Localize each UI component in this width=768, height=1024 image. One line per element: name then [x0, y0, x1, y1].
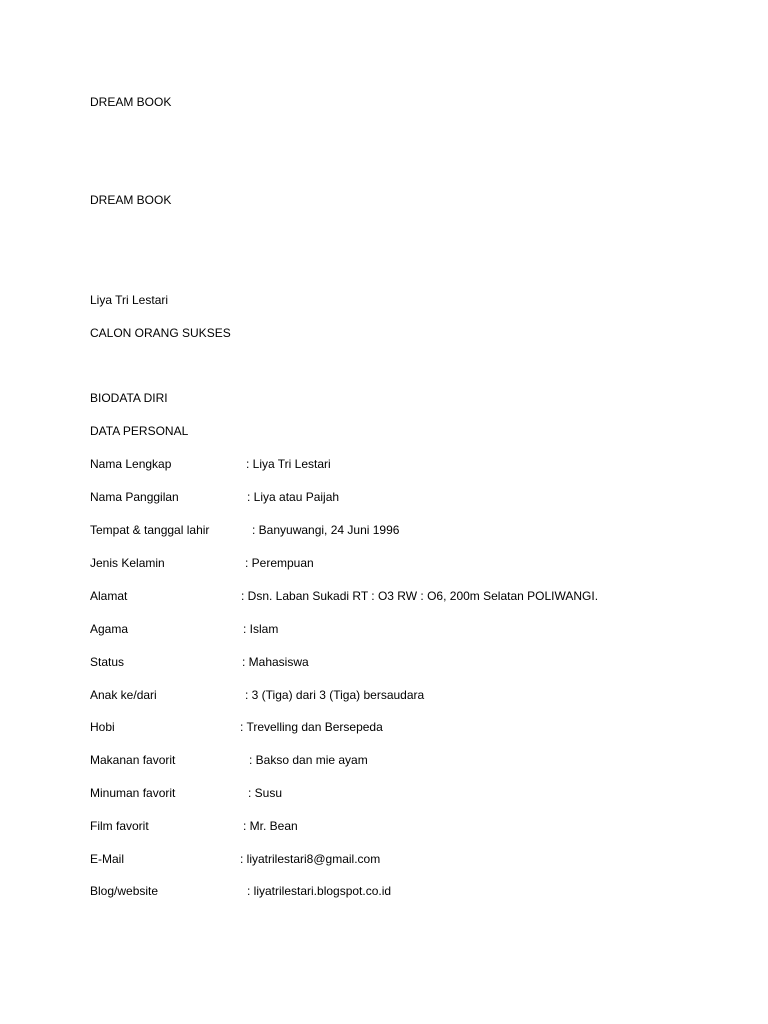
- subsection-title: DATA PERSONAL: [90, 424, 189, 438]
- field-value: : Islam: [243, 622, 279, 636]
- document-heading-1: DREAM BOOK: [90, 95, 172, 109]
- field-label: Alamat: [90, 589, 128, 603]
- field-label: Blog/website: [90, 884, 159, 898]
- tagline: CALON ORANG SUKSES: [90, 326, 231, 340]
- author-name: Liya Tri Lestari: [90, 293, 169, 307]
- field-label: Minuman favorit: [90, 786, 176, 800]
- document-heading-2: DREAM BOOK: [90, 193, 172, 207]
- field-value: : Bakso dan mie ayam: [249, 753, 368, 767]
- field-label: Tempat & tanggal lahir: [90, 523, 210, 537]
- field-label: Nama Panggilan: [90, 490, 179, 504]
- field-label: Jenis Kelamin: [90, 556, 165, 570]
- section-title: BIODATA DIRI: [90, 391, 168, 405]
- field-value: : Banyuwangi, 24 Juni 1996: [252, 523, 400, 537]
- field-label: Makanan favorit: [90, 753, 176, 767]
- field-label: Status: [90, 655, 125, 669]
- field-value: : Susu: [248, 786, 283, 800]
- field-label: Hobi: [90, 720, 115, 734]
- field-value: : Mr. Bean: [243, 819, 298, 833]
- field-value: : liyatrilestari8@gmail.com: [240, 852, 381, 866]
- field-value: : Dsn. Laban Sukadi RT : O3 RW : O6, 200m Selatan POLIWANGI.: [241, 589, 599, 603]
- field-label: E-Mail: [90, 852, 125, 866]
- field-value: : liyatrilestari.blogspot.co.id: [247, 884, 392, 898]
- field-value: : 3 (Tiga) dari 3 (Tiga) bersaudara: [245, 688, 425, 702]
- field-value: : Trevelling dan Bersepeda: [240, 720, 383, 734]
- field-label: Nama Lengkap: [90, 457, 172, 471]
- field-label: Film favorit: [90, 819, 149, 833]
- field-label: Anak ke/dari: [90, 688, 157, 702]
- field-value: : Perempuan: [245, 556, 314, 570]
- field-value: : Liya atau Paijah: [247, 490, 340, 504]
- field-value: : Mahasiswa: [242, 655, 309, 669]
- field-label: Agama: [90, 622, 129, 636]
- field-value: : Liya Tri Lestari: [246, 457, 331, 471]
